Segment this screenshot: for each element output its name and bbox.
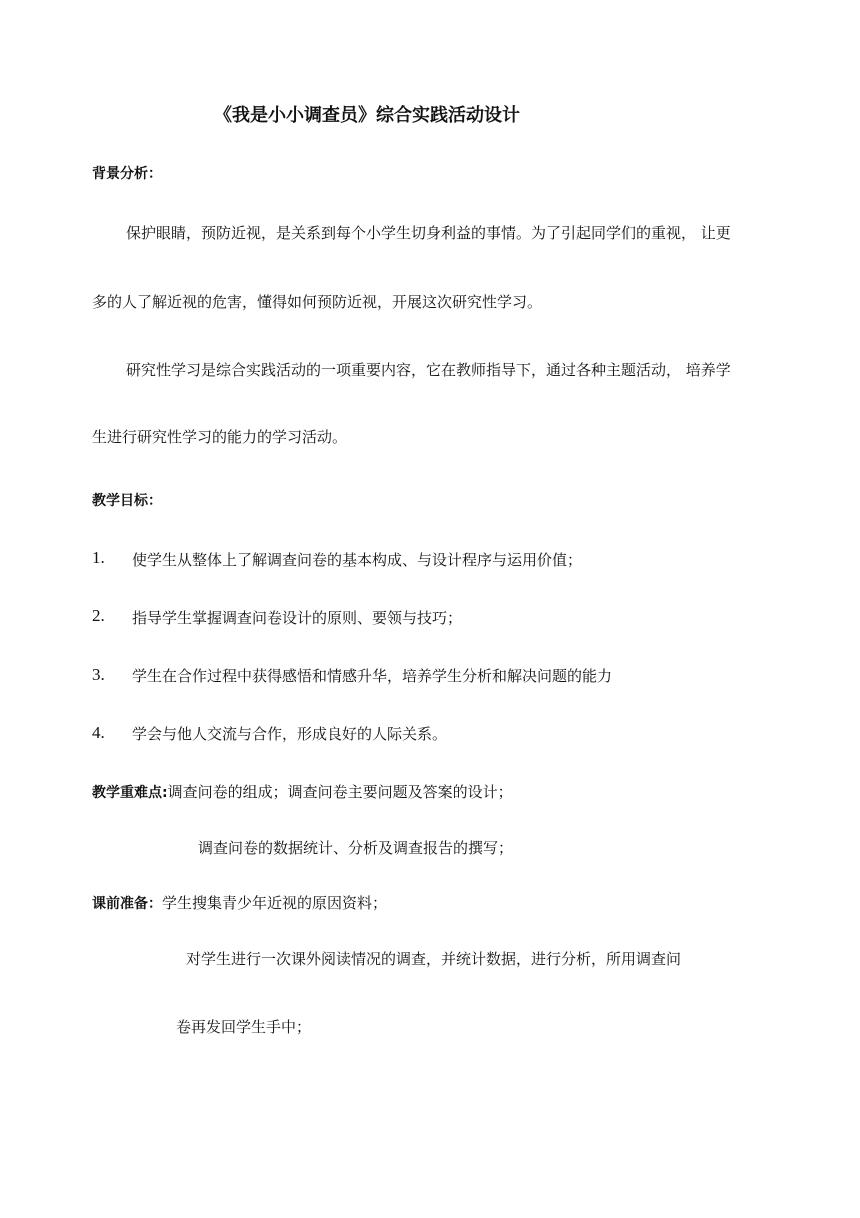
preparation-label: 课前准备： xyxy=(92,896,162,912)
background-paragraph-1-line-2: 多的人了解近视的危害，懂得如何预防近视，开展这次研究性学习。 xyxy=(92,293,543,311)
document-title: 《我是小小调查员》综合实践活动设计 xyxy=(214,105,520,126)
goal-item-text: 指导学生掌握调查问卷设计的原则、要领与技巧； xyxy=(132,609,463,627)
goal-item-text: 学会与他人交流与合作，形成良好的人际关系。 xyxy=(132,725,448,743)
goal-item-text: 使学生从整体上了解调查问卷的基本构成、与设计程序与运用价值； xyxy=(132,551,583,569)
background-paragraph-2-line-2: 生进行研究性学习的能力的学习活动。 xyxy=(92,428,348,446)
preparation-line-2: 对学生进行一次课外阅读情况的调查，并统计数据，进行分析，所用调查问 xyxy=(186,950,682,968)
goal-item-number: 3. xyxy=(92,665,105,684)
preparation-text-1: 学生搜集青少年近视的原因资料； xyxy=(162,894,388,912)
goal-item-number: 2. xyxy=(92,606,105,625)
background-paragraph-2-line-1: 研究性学习是综合实践活动的一项重要内容，它在教师指导下，通过各种主题活动， 培养学 xyxy=(126,361,731,379)
preparation-line-3: 卷再发回学生手中； xyxy=(176,1018,312,1036)
background-paragraph-1-line-1: 保护眼睛，预防近视，是关系到每个小学生切身利益的事情。为了引起同学们的重视， 让更 xyxy=(126,224,731,242)
goal-item-text: 学生在合作过程中获得感悟和情感升华，培养学生分析和解决问题的能力 xyxy=(132,667,613,685)
goal-item-number: 1. xyxy=(92,548,105,567)
preparation-line-1 xyxy=(92,893,387,914)
key-points-line-2: 调查问卷的数据统计、分析及调查报告的撰写； xyxy=(198,839,514,857)
key-points-label: 教学重难点: xyxy=(92,785,168,801)
background-heading: 背景分析： xyxy=(92,166,162,182)
goals-heading: 教学目标： xyxy=(92,493,162,509)
key-points-text-1: 调查问卷的组成；调查问卷主要问题及答案的设计； xyxy=(167,783,513,801)
key-points-line-1 xyxy=(92,782,513,803)
goal-item-number: 4. xyxy=(92,723,105,742)
